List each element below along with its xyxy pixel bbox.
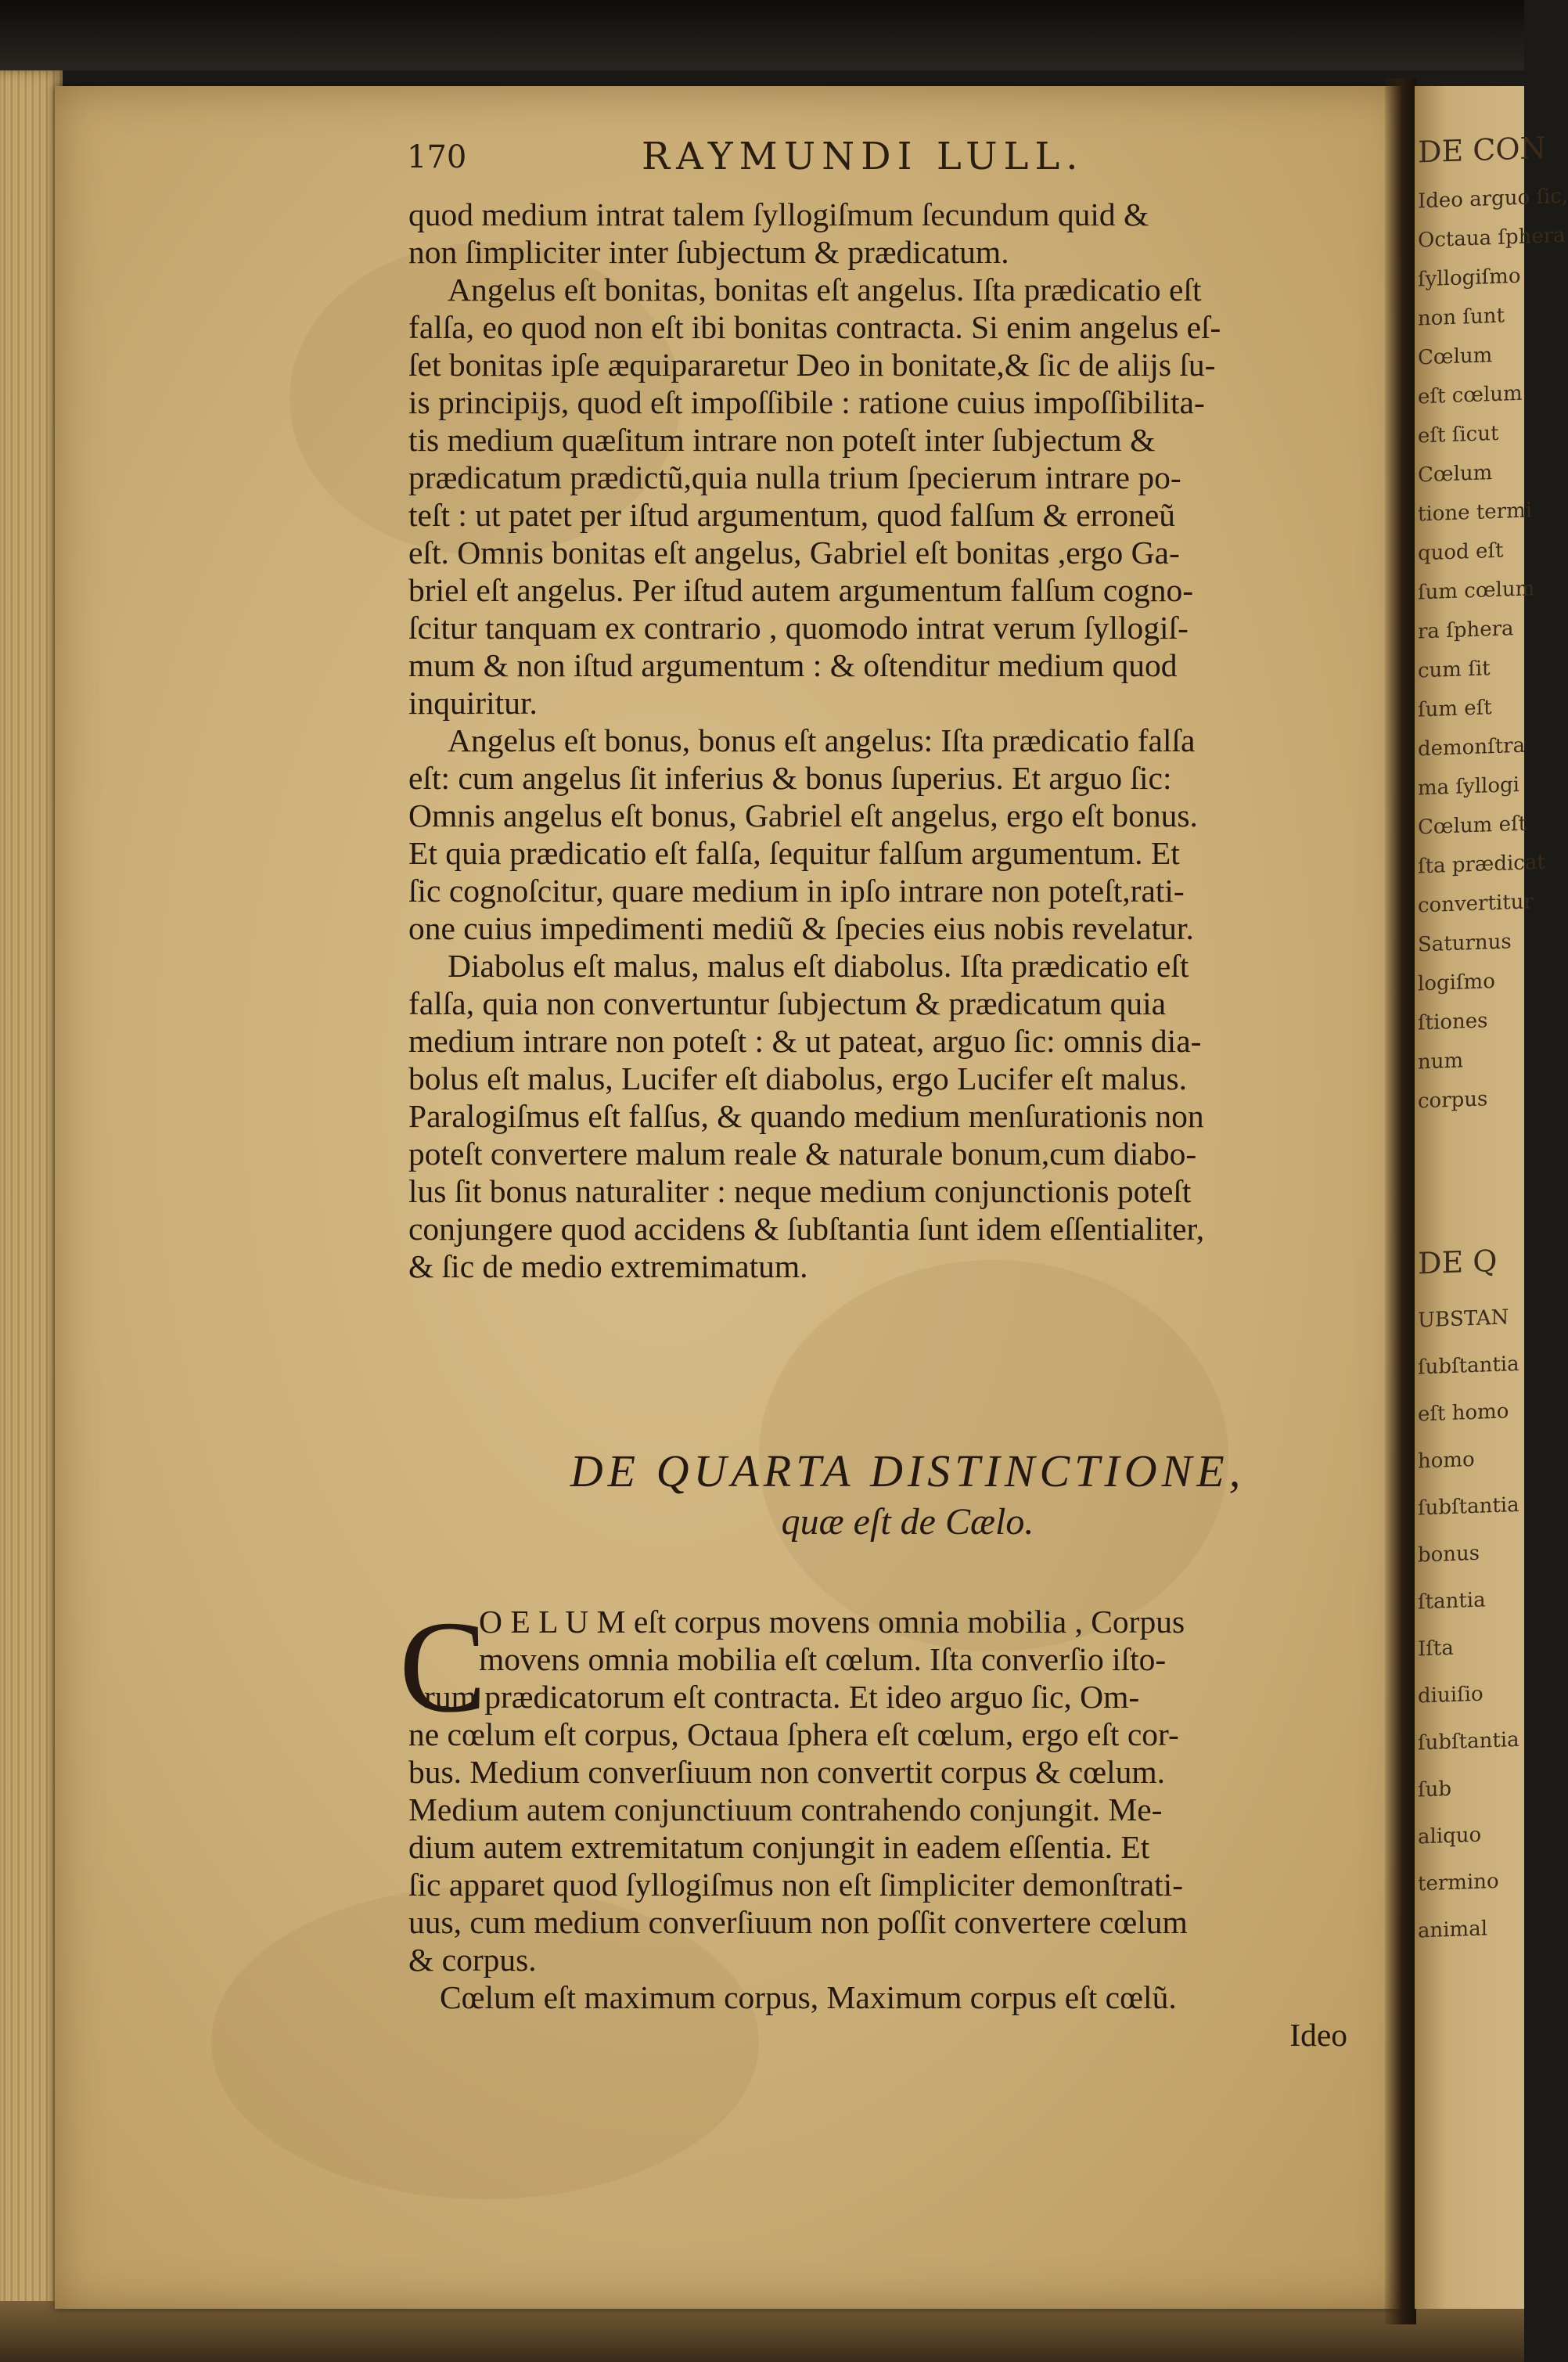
facing-text-line: ſtiones [1418,1009,1488,1035]
text-line: falſa, eo quod non eſt ibi bonitas contracta. Si enim angelus eſ- [408,309,1221,345]
text-line: ſet bonitas ipſe æquipararetur Deo in bonitate,& ſic de alijs ſu- [408,347,1216,383]
facing-text-line: non ſunt [1418,304,1505,331]
facing-text-line: cum ſit [1418,657,1491,683]
text-line: & corpus. [408,1942,537,1978]
heading-sub: quæ eſt de Cælo. [781,1501,1034,1543]
text-line: lus ſit bonus naturaliter : neque medium conjunctionis poteſt [408,1173,1192,1209]
facing-text-line: Iſta [1418,1636,1454,1662]
facing-text-line: diuiſio [1418,1682,1483,1708]
facing-text-line: corpus [1418,1087,1488,1114]
facing-text-line: Cœlum [1418,461,1493,488]
facing-text-line: ſubſtantia [1418,1352,1519,1380]
text-line: non ſimpliciter inter ſubjectum & prædicatum. [408,234,1009,270]
text-line: uus, cum medium converſiuum non poſſit convertere cœlum [408,1904,1188,1940]
facing-page-heading: DE CON [1418,130,1546,170]
text-line: Cœlum eſt maximum corpus, Maximum corpus eſt cœlũ. [440,1979,1177,2015]
text-line: inquiritur. [408,685,538,721]
facing-text-line: bonus [1418,1541,1480,1568]
facing-text-line: ſubſtantia [1418,1727,1519,1755]
facing-text-line: ſyllogiſmo [1418,264,1521,292]
facing-page [1415,86,1568,2309]
text-line: briel eſt angelus. Per iſtud autem argumentum falſum cogno- [408,572,1194,608]
facing-text-line: tione termi [1418,499,1533,527]
text-line: & ſic de medio extremimatum. [408,1248,808,1284]
facing-text-line: ſubſtantia [1418,1492,1519,1521]
text-line: tis medium quæſitum intrare non poteſt inter ſubjectum & [408,422,1156,458]
text-line: ſic apparet quod ſyllogiſmus non eſt ſimpliciter demonſtrati- [408,1867,1184,1903]
text-line: Diabolus eſt malus, malus eſt diabolus. Iſta prædicatio eſt [448,948,1189,984]
facing-text-line: ſtantia [1418,1588,1486,1615]
spine-gutter [1385,78,1416,2324]
text-line: Ideo [1289,2017,1347,2053]
heading-main: DE QUARTA DISTINCTIONE, [570,1446,1246,1496]
text-line: conjungere quod accidens & ſubſtantia ſunt idem eſſentialiter, [408,1211,1205,1247]
text-line: ne cœlum eſt corpus, Octaua ſphera eſt cœlum, ergo eſt cor- [408,1716,1179,1752]
facing-text-line: termino [1418,1869,1499,1896]
book-fore-edge [0,70,63,2362]
text-line: is principijs, quod eſt impoſſibile : ratione cuius impoſſibilita- [408,384,1205,420]
facing-text-line: Saturnus [1418,930,1512,957]
facing-text-line: quod eſt [1418,538,1504,566]
running-head: RAYMUNDI LULL. [642,135,1084,178]
facing-text-line: ſub [1418,1777,1452,1802]
text-line: one cuius impedimenti mediũ & ſpecies eius nobis revelatur. [408,910,1194,946]
text-line: teſt : ut patet per iſtud argumentum, quod falſum & erroneũ [408,497,1176,533]
page-number: 170 [407,139,467,175]
facing-text-line: Cœlum [1418,344,1493,370]
drop-cap: C [399,1594,487,1740]
section-heading [407,1444,1377,1546]
text-line: bus. Medium converſiuum non convertit corpus & cœlum. [408,1754,1166,1790]
facing-text-line: logiſmo [1418,969,1495,996]
facing-text-line: ſum eſt [1418,696,1492,722]
facing-text-line: homo [1418,1447,1475,1474]
text-line: falſa, quia non convertuntur ſubjectum & prædicatum quia [408,985,1167,1021]
text-line: Omnis angelus eſt bonus, Gabriel eſt angelus, ergo eſt bonus. [408,798,1198,834]
scanner-border-top [0,0,1524,70]
text-line: medium intrare non poteſt : & ut pateat, arguo ſic: omnis dia- [408,1023,1202,1059]
facing-text-line: Ideo arguo ſic, [1418,184,1568,214]
text-line: Et quia prædicatio eſt falſa, ſequitur falſum argumentum. Et [408,835,1180,871]
text-line: poteſt convertere malum reale & naturale bonum,cum diabo- [408,1136,1197,1172]
text-line: movens omnia mobilia eſt cœlum. Iſta converſio iſto- [479,1641,1167,1677]
text-line: Medium autem conjunctiuum contrahendo conjungit. Me- [408,1791,1163,1827]
text-line: eſt: cum angelus ſit inferius & bonus ſuperius. Et arguo ſic: [408,760,1172,796]
text-line: ſcitur tanquam ex contrario , quomodo intrat verum ſyllogiſ- [408,610,1189,646]
facing-text-line: ma ſyllogi [1418,772,1519,801]
text-line: Paralogiſmus eſt falſus, & quando medium menſurationis non [408,1098,1204,1134]
facing-page-heading-2: DE Q [1418,1243,1498,1281]
book-bottom-edge [0,2301,1524,2362]
facing-text-line: ra ſphera [1418,617,1514,644]
facing-text-line: eſt ſicut [1418,421,1499,448]
text-line: Angelus eſt bonitas, bonitas eſt angelus. Iſta prædicatio eſt [448,272,1202,308]
facing-text-line: ſta prædicat [1418,850,1545,879]
text-line: eſt. Omnis bonitas eſt angelus, Gabriel eſt bonitas ,ergo Ga- [408,535,1180,571]
facing-text-line: Cœlum eſt [1418,812,1527,840]
facing-text-line: convertitur [1418,890,1534,918]
text-line: O E L U M eſt corpus movens omnia mobilia , Corpus [479,1604,1185,1640]
text-line: quod medium intrat talem ſyllogiſmum ſecundum quid & [408,196,1149,232]
facing-text-line: Octaua ſphera [1418,223,1566,253]
facing-text-line: aliquo [1418,1823,1482,1849]
text-line: prædicatum prædictũ,quia nulla trium ſpecierum intrare po- [408,459,1181,495]
text-line: ſic cognoſcitur, quare medium in ipſo intrare non poteſt,rati- [408,873,1185,909]
section-1-text [408,196,1363,1285]
section-2-text [408,1603,1363,2054]
facing-text-line: eſt homo [1418,1399,1509,1427]
text-line: dium autem extremitatum conjungit in eadem eſſentia. Et [408,1829,1150,1865]
facing-text-line: num [1418,1049,1464,1075]
text-line: rum prædicatorum eſt contracta. Et ideo arguo ſic, Om- [424,1679,1140,1715]
facing-text-line: animal [1418,1917,1488,1943]
text-line: bolus eſt malus, Lucifer eſt diabolus, ergo Lucifer eſt malus. [408,1060,1187,1096]
facing-text-line: ſum cœlum [1418,577,1535,605]
text-line: Angelus eſt bonus, bonus eſt angelus: Iſta prædicatio falſa [448,722,1196,758]
facing-text-line: demonſtra [1418,733,1526,762]
text-line: mum & non iſtud argumentum : & oſtenditur medium quod [408,647,1178,683]
facing-text-line: UBSTAN [1418,1305,1509,1333]
facing-text-line: eſt cœlum [1418,381,1523,409]
